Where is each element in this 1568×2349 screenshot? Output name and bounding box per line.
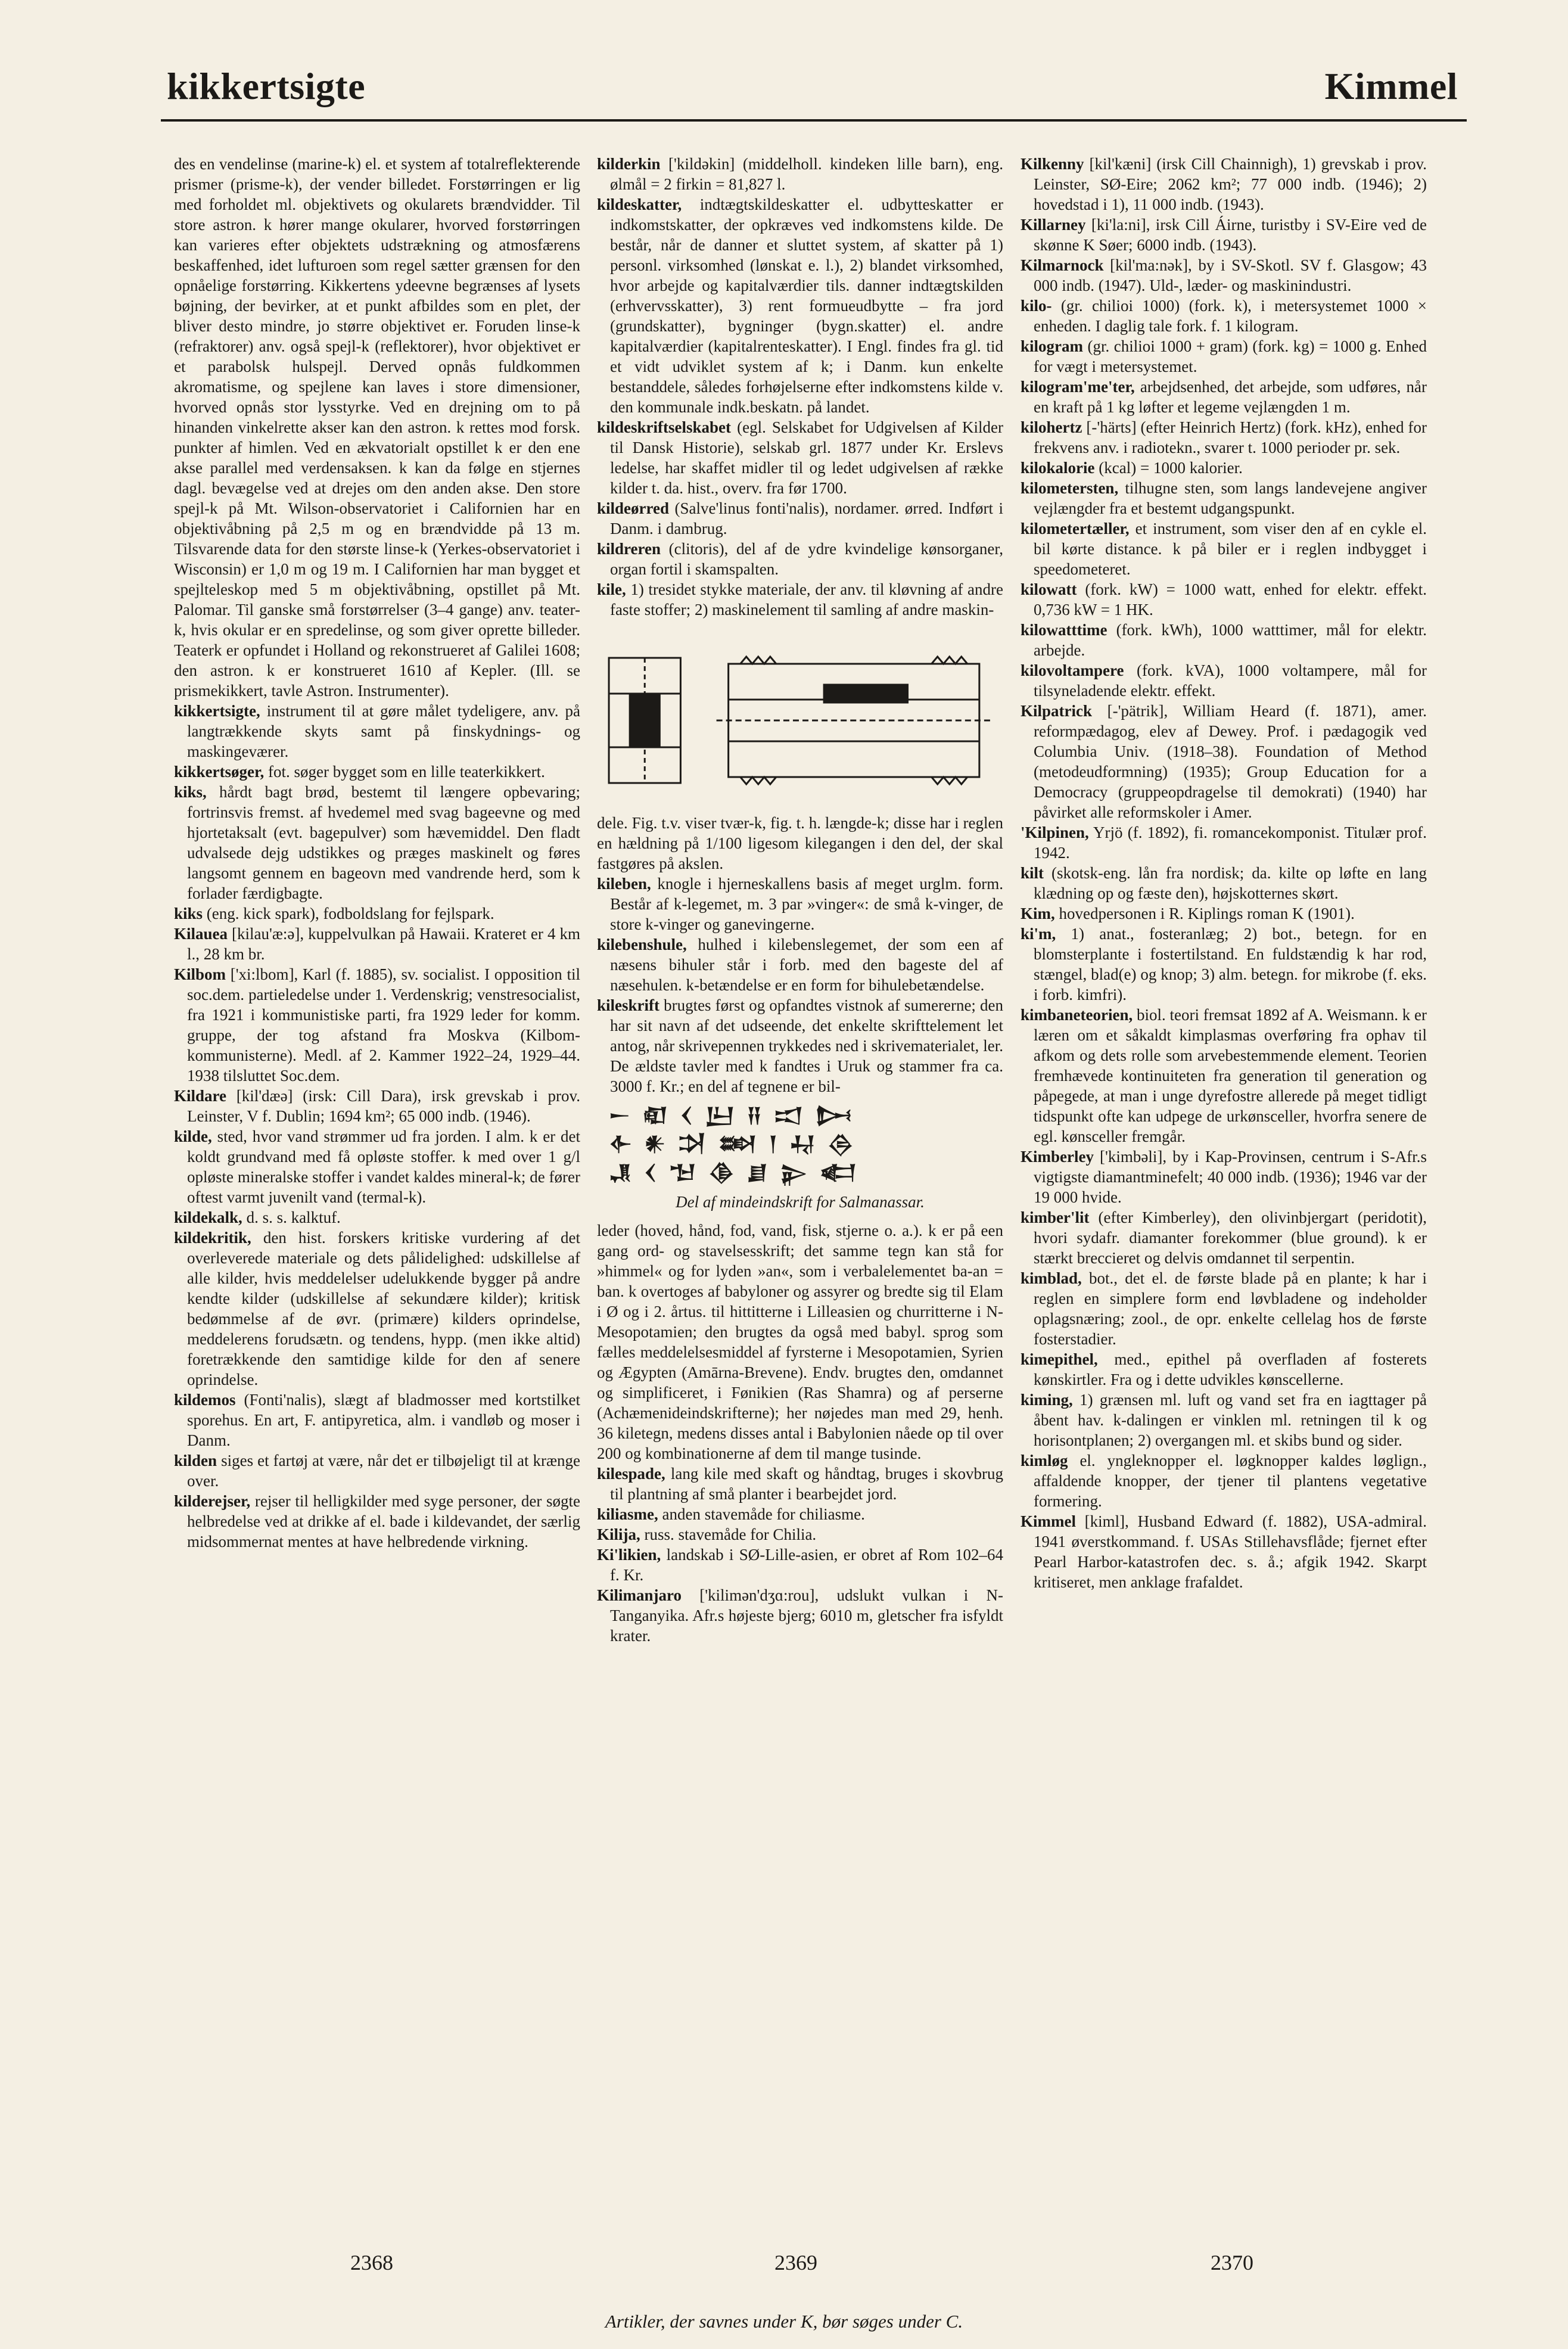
entry-headword: kildeørred	[597, 499, 669, 517]
entry-headword: kilovoltampere	[1021, 661, 1124, 679]
entry-text: fot. søger bygget som en lille teaterkikkert.	[264, 763, 545, 781]
entry-headword: Kim,	[1021, 905, 1055, 922]
entry-headword: kilowatttime	[1021, 621, 1107, 639]
dictionary-entry	[174, 154, 580, 701]
entry-text: [kil'kæni] (irsk Cill Chainnigh), 1) grevskab i prov. Leinster, SØ-Eire; 2062 km²; 77 000 indb. (1946); 2) hovedstad i 1), 11 000 indb. (1943).	[1034, 155, 1427, 213]
entry-text: hulhed i kilebenslegemet, der som een af næsens bihuler står i forb. med den bageste del af næsehulen. k-betændelse er en form for bihulebetændelse.	[610, 936, 1003, 994]
page-number-center: 2369	[774, 2251, 817, 2275]
entry-headword: kildeskriftselskabet	[597, 418, 732, 436]
dictionary-entry	[597, 874, 1003, 934]
entry-headword: Killarney	[1021, 216, 1086, 234]
entry-text: indtægtskildeskatter el. udbytteskatter er indkomstskatter, der opkræves ved indkomstens kilde. De består, når de danner et sluttet system, af skatter på 1) personl. virksomhed (lønskat e. l.), 2) blandet virksomhed, hvor arbejde og kapitalværdier tils. danner indtægtskilden (erhvervsskatter), 3) rent formueudbytte – fra jord (grundskatter), bygninger (bygn.skatter) el. andre kapitalværdier (kapitalrenteskatter). I Engl. findes fra gl. tid et vidt udviklet system af k; i Danm. kun enkelte bestanddele, således forhøjelserne efter indkomstens kilde v. den kommunale indk.beskatn. på landet.	[610, 195, 1003, 416]
dictionary-entry	[1021, 863, 1427, 903]
dictionary-entry	[1021, 296, 1427, 336]
dictionary-entry	[597, 995, 1003, 1096]
dictionary-entry	[1021, 478, 1427, 518]
entry-text: den hist. forskers kritiske vurdering af det overleverede materiale og dets pålidelighed: udskillelse af alle kilder, hvis meddelelser udelukkende bygger på andre kendte kilder (udskillelse af sekundære kilder); kritisk bedømmelse af de øvr. (primære) kilders oprindelse, meddelerens forudsætn. og tendens, hypp. (men ikke altid) foretrækkende den samtidige kilde for den af senere oprindelse.	[187, 1229, 580, 1388]
entry-headword: kilden	[174, 1452, 217, 1469]
dictionary-entry	[1021, 255, 1427, 296]
entry-headword: kilometersten,	[1021, 479, 1119, 497]
entry-headword: kimber'lit	[1021, 1208, 1090, 1226]
entry-text: [-'pätrik], William Heard (f. 1871), amer. reformpædagog, elev af Dewey. Prof. i pædagogik ved Columbia Univ. (1918–38). Foundation of Method (metodeudformning) (1935); Group Education for a Democracy (gruppeopdragelse til demokrati) (1940) har påvirket alle reformskoler i Amer.	[1034, 702, 1427, 821]
entry-text: siges et fartøj at være, når det er tilbøjeligt til at krænge over.	[187, 1452, 580, 1490]
entry-text: (Salve'linus fonti'nalis), nordamer. ørred. Indført i Danm. i dambrug.	[610, 499, 1003, 537]
dictionary-entry	[174, 762, 580, 782]
dictionary-entry	[1021, 417, 1427, 458]
dictionary-entry	[1021, 1450, 1427, 1511]
dictionary-entry	[1021, 579, 1427, 620]
dictionary-entry	[1021, 1207, 1427, 1268]
dictionary-entry	[1021, 1268, 1427, 1349]
footer-note: Artikler, der savnes under K, bør søges under C.	[605, 2311, 963, 2332]
column-2	[597, 154, 1003, 1646]
entry-text: bot., det el. de første blade på en plante; k har i reglen en simplere form end løvbladene og indeholder oplagsnæring; zool., de opr. enkelte cellelag hos de første fosterstadier.	[1034, 1269, 1427, 1348]
entry-text: russ. stavemåde for Chilia.	[640, 1525, 817, 1543]
entry-headword: kiks	[174, 905, 203, 922]
entry-headword: kilometertæller,	[1021, 520, 1130, 537]
entry-headword: kilespade,	[597, 1465, 665, 1483]
running-head-left: kikkertsigte	[167, 65, 366, 107]
key-figure	[597, 628, 1003, 807]
entry-headword: kimepithel,	[1021, 1350, 1098, 1368]
dictionary-entry	[1021, 458, 1427, 478]
dictionary-entry	[1021, 1349, 1427, 1390]
entry-text: 1) grænsen ml. luft og vand set fra en iagttager på åbent hav. k-dalingen er vinklen ml. retningen til k og horisontplanen; 2) overgangen ml. et skibs bund og sider.	[1034, 1391, 1427, 1449]
dictionary-entry	[1021, 660, 1427, 701]
entry-text: brugtes først og opfandtes vistnok af sumererne; den har sit navn af det udseende, det enkelte skrifttelement let antog, når skrivepennen trykkedes ned i skrivematerialet, ler. De ældste tavler med k fandtes i Uruk og stammer fra ca. 3000 f. Kr.; en del af tegnene er bil-	[610, 996, 1003, 1095]
dictionary-entry	[597, 539, 1003, 579]
dictionary-entry	[1021, 924, 1427, 1005]
entry-text: [-'härts] (efter Heinrich Hertz) (fork. kHz), enhed for frekvens anv. i radiotekn., svarer t. 1000 perioder pr. sek.	[1034, 418, 1427, 456]
cuneiform-illustration	[597, 1106, 1003, 1212]
dictionary-entry	[597, 1585, 1003, 1646]
entry-headword: kilderkin	[597, 155, 661, 173]
entry-text: anden stavemåde for chiliasme.	[658, 1505, 865, 1523]
dictionary-entry	[597, 154, 1003, 194]
entry-text: [ki'la:ni], irsk Cill Áirne, turistby i SV-Eire ved de skønne K Søer; 6000 indb. (1943).	[1034, 216, 1427, 254]
dictionary-entry	[174, 903, 580, 924]
entry-headword: ki'm,	[1021, 925, 1056, 943]
cuneiform-row: 𒀸 𒊏 𒌋 𒌨 𒍝 𒀊 𒄖	[609, 1105, 856, 1127]
header-rule	[161, 119, 1467, 122]
dictionary-entry	[597, 1504, 1003, 1524]
entry-text: instrument til at gøre målet tydeligere, anv. på langtrækkende skyts samt på finskydnings- og maskingeværer.	[187, 702, 580, 760]
entry-text: (skotsk-eng. lån fra nordisk; da. kilte op løfte en lang klædning op og fæste den), højskotternes skørt.	[1034, 864, 1427, 902]
entry-headword: kildemos	[174, 1391, 236, 1409]
entry-headword: kilohertz	[1021, 418, 1082, 436]
entry-text: 1) tresidet stykke materiale, der anv. til kløvning af andre faste stoffer; 2) maskinelement til samling af andre maskin-	[610, 580, 1003, 619]
dictionary-entry	[597, 1545, 1003, 1585]
entry-headword: Kimmel	[1021, 1512, 1076, 1530]
entry-headword: kimblad,	[1021, 1269, 1082, 1287]
entry-headword: Kilija,	[597, 1525, 640, 1543]
entry-text: landskab i SØ-Lille-asien, er obret af Rom 102–64 f. Kr.	[610, 1546, 1003, 1584]
entry-headword: kilokalorie	[1021, 459, 1095, 477]
dictionary-entry	[174, 1491, 580, 1552]
dictionary-entry	[174, 964, 580, 1086]
dictionary-entry	[597, 417, 1003, 498]
entry-text: et instrument, som viser den af en cykle el. bil kørte distance. k på biler er i reglen indbygget i speedometeret.	[1034, 520, 1427, 578]
dictionary-entry	[174, 1126, 580, 1207]
entry-headword: Kilauea	[174, 925, 228, 943]
entry-text: ['kimbəli], by i Kap-Provinsen, centrum i S-Afr.s vigtigste diamantminefelt; 40 000 indb. (1936); 1946 var der 19 000 hvide.	[1034, 1148, 1427, 1206]
entry-text: (fork. kW) = 1000 watt, enhed for elektr. effekt. 0,736 kW = 1 HK.	[1034, 580, 1427, 619]
entry-text: (eng. kick spark), fodboldslang for fejlspark.	[203, 905, 494, 922]
entry-text: knogle i hjerneskallens basis af meget urglm. form. Består af k-legemet, m. 3 par »vinger«: de små k-vinger, de store k-vinger og ganevingerne.	[610, 875, 1003, 933]
dictionary-entry	[174, 924, 580, 964]
dictionary-entry	[1021, 1005, 1427, 1146]
entry-text: (gr. chilioi 1000) (fork. k), i metersystemet 1000 × enheden. I daglig tale fork. f. 1 kilogram.	[1034, 297, 1427, 335]
entry-headword: kilebenshule,	[597, 936, 687, 953]
entry-headword: kilo-	[1021, 297, 1052, 315]
entry-text: dele. Fig. t.v. viser tvær-k, fig. t. h. længde-k; disse har i reglen en hældning på 1/100 ligesom kilegangen i den del, der skal fastgøres på akslen.	[597, 814, 1003, 872]
entry-headword: Kilpatrick	[1021, 702, 1092, 720]
dictionary-entry	[1021, 377, 1427, 417]
dictionary-entry	[1021, 1511, 1427, 1592]
entry-headword: 'Kilpinen,	[1021, 824, 1089, 841]
entry-text: rejser til helligkilder med syge personer, der søgte helbredelse ved at drikke af el. bade i kildevandet, der særlig midsommernat mentes at have helbredende virkning.	[187, 1492, 580, 1551]
entry-headword: kilde,	[174, 1127, 212, 1145]
entry-headword: kile,	[597, 580, 626, 598]
entry-headword: kiming,	[1021, 1391, 1073, 1409]
entry-text: leder (hoved, hånd, fod, vand, fisk, stjerne o. a.). k er på een gang ord- og stavelsesskrift; det samme tegn kan stå for »himmel« og for lyden »an«, som i verbalelementet ba-an = ban. k overtoges af babyloner og assyrer og bredte sig til Elam i Ø og i 2. årtus. til hittitterne i Lilleasien og churritterne i N-Mesopotamien; den brugtes da også med babyl. sprog som fælles meddelelsesmiddel af fyrsterne i Mesopotamien, Syrien og Ægypten (Amārna-Brevene). Endv. brugtes den, omdannet og simplificeret, i Fønikien (Ras Shamra) og af perserne (Achæmenideindskrifterne); her nøjedes man med 29, henh. 36 kiletegn, medens disses antal i Babylonien nåede op til over 200 og kombinationerne af dem til mange tusinde.	[597, 1222, 1003, 1462]
entry-text: des en vendelinse (marine-k) el. et system af totalreflekterende prismer (prisme-k), der vender billedet. Forstørringen er lig med forholdet ml. objektivets og okularets brændvidder. Til store astron. k hører mange okularer, hvorved forstørringen kan varieres efter objektets udstrækning og atmosfærens beskaffenhed, idet lufturoen som regel sætter grænsen for den opnåelige forstørring. Kikkertens ydeevne begrænses af lysets bøjning, der bevirker, at et punkt afbildes som en plet, der bliver desto mindre, jo større objektivet er. Foruden linse-k (refraktorer) anv. også spejl-k (reflektorer), hvor objektivet er et parabolsk hulspejl. Derved opnås fuldkommen akromatisme, og spejlene kan laves i store dimensioner, hvorved opnås stor lysstyrke. Ved en drejning om to på hinanden vinkelrette akser kan den astron. k rettes mod forsk. punkter af himlen. Ved en ækvatorialt opstillet k er den ene akse parallel med verdensaksen. k kan da følge en stjernes dagl. bevægelse ved at drejes om den anden akse. Den store spejl-k på Mt. Wilson-observatoriet i Californien har en objektivåbning på 2,5 m og en brændvidde på 13 m. Tilsvarende data for den største linse-k (Yerkes-observatoriet i Wisconsin) er 1,0 m og 19 m. I Californien har man bygget et spejlteleskop med 5 m objektivåbning, opstillet på Mt. Palomar. Til ganske små forstørrelser (3–4 gange) anv. teater-k, hvis okular er en spredelinse, og som giver oprette billeder. Teaterk er opfundet i Holland og rekonstrueret af Galilei 1608; den astron. k er konstrueret 1610 af Kepler. (Ill. se prismekikkert, tavle Astron. Instrumenter).	[174, 155, 580, 700]
cuneiform-row: 𒂗 𒌋 𒈠 𒆠 𒋗 𒉌 𒅗	[609, 1162, 861, 1184]
entry-headword: kikkertsøger,	[174, 763, 265, 781]
entry-text: hovedpersonen i R. Kiplings roman K (1901).	[1054, 905, 1355, 922]
entry-headword: kilt	[1021, 864, 1044, 882]
dictionary-entry	[1021, 518, 1427, 579]
dictionary-entry	[1021, 903, 1427, 924]
entry-text: Yrjö (f. 1892), fi. romancekomponist. Titulær prof. 1942.	[1034, 824, 1427, 862]
dictionary-entry	[1021, 701, 1427, 822]
dictionary-entry	[174, 1086, 580, 1126]
dictionary-entry	[1021, 822, 1427, 863]
dictionary-entry	[597, 1464, 1003, 1504]
dictionary-entry	[174, 1207, 580, 1228]
entry-headword: Ki'likien,	[597, 1546, 661, 1564]
entry-text: (efter Kimberley), den olivinbjergart (peridotit), hvori sydafr. diamanter forekommer (blue ground). k er stærkt breccieret og delvis omdannet til serpentin.	[1034, 1208, 1427, 1267]
entry-headword: Kilmarnock	[1021, 256, 1104, 274]
dictionary-entry	[597, 813, 1003, 874]
entry-headword: kiks,	[174, 783, 207, 801]
entry-text: [kilau'æ:ə], kuppelvulkan på Hawaii. Krateret er 4 km l., 28 km br.	[187, 925, 580, 963]
figure-caption: Del af mindeindskrift for Salmanassar.	[676, 1193, 925, 1211]
entry-headword: kildekritik,	[174, 1229, 251, 1247]
entry-text: hårdt bagt brød, bestemt til længere opbevaring; fortrinsvis fremst. af hvedemel med svag bageevne og med hjortetaksalt (evt. bagepulver) som hævemiddel. Den fladt udvalsede dejg udstikkes og præges maskinelt og føres langsomt gennem en bageovn med vandrende herd, som k forlader færdigbagte.	[187, 783, 580, 902]
entry-headword: Kilkenny	[1021, 155, 1084, 173]
entry-headword: kikkertsigte,	[174, 702, 260, 720]
page-number-right: 2370	[1211, 2251, 1253, 2275]
dictionary-entry	[597, 1220, 1003, 1464]
entry-headword: kilderejser,	[174, 1492, 251, 1510]
entry-text: (egl. Selskabet for Udgivelsen af Kilder til Dansk Historie), selskab grl. 1877 under Kr. Erslevs ledelse, har skaffet midler til og ledet udgivelsen af række kilder t. da. hist., overv. fra før 1700.	[610, 418, 1003, 497]
entry-text: (kcal) = 1000 kalorier.	[1094, 459, 1243, 477]
entry-headword: kilogram	[1021, 337, 1083, 355]
entry-headword: Kilbom	[174, 965, 226, 983]
dictionary-entry	[174, 1228, 580, 1390]
entry-text: el. yngleknopper el. løgknopper kaldes løglign., affaldende knopper, der tjener til plantens vegetative formering.	[1034, 1452, 1427, 1510]
dictionary-entry	[1021, 215, 1427, 255]
entry-headword: kiliasme,	[597, 1505, 658, 1523]
column-3	[1021, 154, 1427, 1592]
entry-headword: kilowatt	[1021, 580, 1077, 598]
cuneiform-row: 𒅆 𒀭 𒋫 𒇷 𒁹 𒄷 𒁲	[609, 1133, 857, 1155]
entry-headword: kildreren	[597, 540, 661, 558]
dictionary-entry	[597, 934, 1003, 995]
dictionary-entry	[1021, 336, 1427, 377]
running-head-right: Kimmel	[1324, 65, 1458, 107]
entry-text: med., epithel på overfladen af fosterets kønskirtler. Fra og i dette udvikles kønscellerne.	[1034, 1350, 1427, 1388]
entry-headword: kileskrift	[597, 996, 659, 1014]
dictionary-entry	[597, 498, 1003, 539]
entry-headword: kimløg	[1021, 1452, 1068, 1469]
entry-text: tilhugne sten, som langs landevejene angiver vejlængder fra et bestemt udgangspunkt.	[1034, 479, 1427, 517]
entry-text: d. s. s. kalktuf.	[242, 1208, 341, 1226]
entry-headword: kimbaneteorien,	[1021, 1006, 1133, 1024]
dictionary-entry	[1021, 1390, 1427, 1450]
entry-text: (gr. chilioi 1000 + gram) (fork. kg) = 1000 g. Enhed for vægt i metersystemet.	[1034, 337, 1427, 375]
dictionary-entry	[597, 194, 1003, 417]
entry-text: 1) anat., fosteranlæg; 2) bot., betegn. for en blomsterplante i fostertilstand. En fuldstændig k har rod, stængel, blad(e) og knop; 3) alm. betegn. for mikrobe (f. eks. i forb. kimfri).	[1034, 925, 1427, 1003]
entry-headword: Kimberley	[1021, 1148, 1094, 1166]
dictionary-entry	[1021, 154, 1427, 215]
dictionary-entry	[597, 1524, 1003, 1545]
entry-text: sted, hvor vand strømmer ud fra jorden. I alm. k er det koldt grundvand med få opløste stoffer. k med over 1 g/l opløste mineralske stoffer i vandet kaldes mineral-k; de fører oftest varmt juvenilt vand (termal-k).	[187, 1127, 580, 1206]
entry-text: [kil'dæə] (irsk: Cill Dara), irsk grevskab i prov. Leinster, V f. Dublin; 1694 km²; 65 000 indb. (1946).	[187, 1087, 580, 1125]
dictionary-entry	[174, 1390, 580, 1450]
entry-headword: kildekalk,	[174, 1208, 242, 1226]
entry-headword: kileben,	[597, 875, 651, 893]
entry-headword: kilogram'me'ter,	[1021, 378, 1135, 396]
entry-text: biol. teori fremsat 1892 af A. Weismann. k er læren om et såkaldt kimplasmas overføring fra ophav til afkom og dets rolle som arvebestemmende element. Teorien fremhævede kontinuiteten fra generation til generation og påpegede, at man i unge dyrefostre allerede på meget tidligt tidspunkt ofte kan udpege de urkønsceller, hvorfra senere de egl. kønsceller fremgår.	[1034, 1006, 1427, 1145]
dictionary-entry	[1021, 620, 1427, 660]
entry-text: (clitoris), del af de ydre kvindelige kønsorganer, organ fortil i skamspalten.	[610, 540, 1003, 578]
entry-text: (Fonti'nalis), slægt af bladmosser med kortstilket sporehus. En art, F. antipyretica, alm. i vandløb og moser i Danm.	[187, 1391, 580, 1449]
dictionary-entry	[1021, 1146, 1427, 1207]
dictionary-entry	[174, 782, 580, 903]
entry-text: arbejdsenhed, det arbejde, som udføres, når en kraft på 1 kg løfter et legeme vejlængden 1 m.	[1034, 378, 1427, 416]
dictionary-entry	[174, 701, 580, 762]
entry-text: ['xi:lbom], Karl (f. 1885), sv. socialist. I opposition til soc.dem. partieledelse under 1. Verdenskrig; venstresocialist, fra 1921 i kommunistiske parti, fra 1929 leder for komm. gruppe, der tog afstand fra Moskva (Kilbom-kommunisterne). Medl. af 2. Kammer 1922–24, 1929–44. 1938 tilsluttet Soc.dem.	[187, 965, 580, 1085]
dictionary-entry	[597, 579, 1003, 620]
entry-text: [kil'ma:nək], by i SV-Skotl. SV f. Glasgow; 43 000 indb. (1947). Uld-, læder- og maskinindustri.	[1034, 256, 1427, 294]
entry-text: (fork. kWh), 1000 watttimer, mål for elektr. arbejde.	[1034, 621, 1427, 659]
page-number-left: 2368	[350, 2251, 393, 2275]
entry-headword: Kildare	[174, 1087, 227, 1105]
entry-text: ['kildəkin] (middelholl. kindeken lille barn), eng. ølmål = 2 firkin = 81,827 l.	[610, 155, 1003, 193]
column-1	[174, 154, 580, 1552]
entry-text: ['kilimən'dʒɑ:rou], udslukt vulkan i N-Tanganyika. Afr.s højeste bjerg; 6010 m, gletscher fra isfyldt krater.	[610, 1586, 1003, 1645]
entry-headword: Kilimanjaro	[597, 1586, 682, 1604]
entry-text: [kiml], Husband Edward (f. 1882), USA-admiral. 1941 øverstkommand. f. USAs Stillehavsflåde; fjernet efter Pearl Harbor-katastrofen dec. s. å.; afgik 1942. Skarpt kritiseret, men anklage frafaldet.	[1034, 1512, 1427, 1591]
entry-text: (fork. kVA), 1000 voltampere, mål for tilsyneladende elektr. effekt.	[1034, 661, 1427, 700]
entry-text: lang kile med skaft og håndtag, bruges i skovbrug til plantning af små planter i bearbejdet jord.	[610, 1465, 1003, 1503]
dictionary-entry	[174, 1450, 580, 1491]
entry-headword: kildeskatter,	[597, 195, 682, 213]
